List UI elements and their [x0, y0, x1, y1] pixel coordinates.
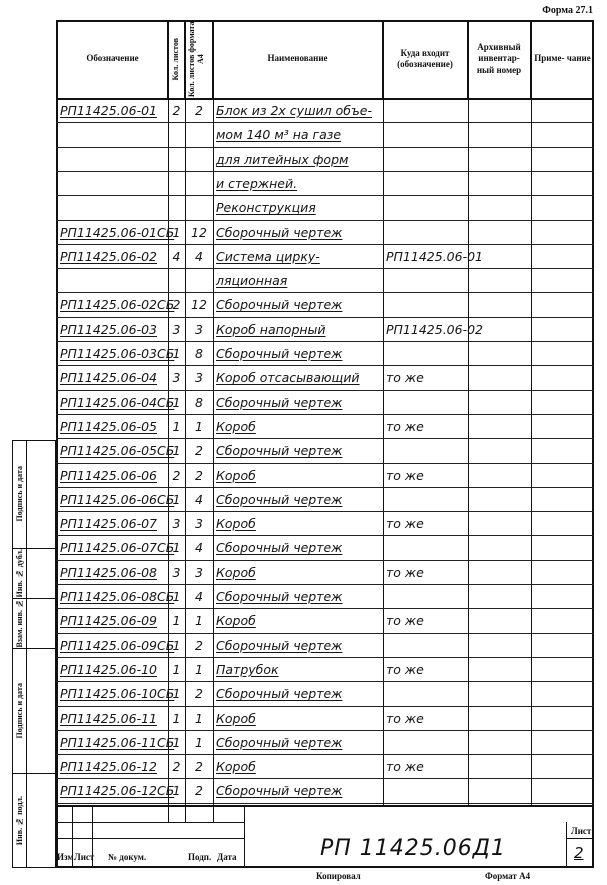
table-cell-a4: 1 — [195, 613, 203, 629]
header-sheets-a4: Кол. листов формата А4 — [185, 20, 213, 98]
table-row-line — [56, 438, 594, 439]
table-cell-name: Короб — [216, 759, 256, 775]
side-label-inv-podl: Инв. № подл. — [14, 795, 24, 846]
title-podp-label: Подп. — [188, 852, 212, 862]
table-cell-designation: РП11425.06-07 — [60, 516, 157, 532]
table-cell-designation: РП11425.06-05 — [60, 418, 157, 434]
col-line — [383, 20, 384, 805]
table-row-line — [56, 317, 594, 318]
table-cell-name: Сборочный чертеж — [216, 346, 343, 361]
table-cell-a4: 2 — [195, 103, 203, 118]
table-cell-designation: РП11425.06-06СБ — [60, 491, 175, 507]
table-row-line — [56, 803, 594, 804]
title-data-label: Дата — [217, 852, 237, 862]
title-block-line — [56, 838, 244, 839]
table-cell-sheets: 1 — [172, 224, 181, 240]
table-cell-designation: РП11425.06-07СБ — [60, 540, 175, 556]
table-cell-name: Сборочный чертеж — [216, 589, 343, 604]
table-cell-sheets: 2 — [172, 103, 181, 118]
table-cell-sheets: 1 — [172, 734, 181, 750]
table-cell-sheets: 1 — [172, 637, 181, 653]
sheet-value: 2 — [574, 844, 584, 862]
table-cell-where: то же — [386, 516, 424, 532]
table-cell-sheets: 1 — [172, 686, 181, 702]
table-cell-where: то же — [386, 613, 424, 629]
table-cell-sheets: 1 — [172, 491, 181, 507]
table-row-line — [56, 584, 594, 585]
table-cell-a4: 12 — [191, 224, 207, 240]
side-label-podpis-1: Подпись и дата — [14, 466, 24, 522]
col-line — [213, 20, 214, 822]
title-izm-label: Изм — [57, 852, 74, 862]
table-cell-a4: 3 — [195, 321, 203, 337]
table-cell-designation: РП11425.06-10СБ — [60, 686, 175, 702]
table-row-line — [56, 365, 594, 366]
table-cell-name: Блок из 2х сушил объе- — [216, 103, 372, 118]
side-label-vzam: Взам. инв. № — [14, 598, 24, 648]
table-cell-a4: 2 — [195, 637, 203, 653]
title-block-top — [56, 805, 594, 807]
table-cell-a4: 2 — [195, 759, 203, 775]
table-row-line — [56, 560, 594, 561]
table-cell-designation: РП11425.06-11 — [60, 710, 157, 726]
table-cell-designation: РП11425.06-08 — [60, 564, 157, 580]
table-row-line — [56, 390, 594, 391]
table-row-line — [56, 778, 594, 779]
title-docno-label: № докум. — [108, 852, 147, 862]
header-divider — [56, 98, 594, 100]
table-cell-where: то же — [386, 418, 424, 434]
table-row-line — [56, 633, 594, 634]
table-cell-name: Сборочный чертеж — [216, 783, 343, 799]
table-cell-designation: РП11425.06-06 — [60, 467, 157, 483]
table-cell-name: Короб — [216, 613, 256, 629]
table-row-line — [56, 220, 594, 221]
table-row-line — [56, 414, 594, 415]
table-cell-where: то же — [386, 710, 424, 726]
table-row-line — [56, 268, 594, 269]
table-cell-sheets: 3 — [172, 516, 181, 532]
table-row-line — [56, 706, 594, 707]
table-cell-where: то же — [386, 661, 424, 677]
col-line — [531, 20, 532, 805]
table-cell-sheets: 3 — [172, 370, 181, 386]
table-cell-sheets: 1 — [172, 613, 181, 629]
table-cell-a4: 3 — [195, 564, 203, 580]
table-cell-name: Короб — [216, 564, 256, 580]
table-cell-name: Сборочный чертеж — [216, 297, 343, 313]
table-row-line — [56, 511, 594, 512]
table-cell-designation: РП11425.06-11СБ — [60, 734, 175, 750]
header-name: Наименование — [213, 20, 383, 98]
table-cell-a4: 1 — [195, 734, 203, 750]
table-cell-a4: 2 — [195, 686, 203, 702]
table-row-line — [56, 195, 594, 196]
footer-copied: Копировал — [316, 871, 361, 881]
table-cell-name: Система цирку- — [216, 248, 320, 264]
table-cell-name: Сборочный чертеж — [216, 686, 343, 702]
table-row-line — [56, 122, 594, 123]
table-row-line — [56, 681, 594, 682]
table-cell-name: Сборочный чертеж — [216, 734, 343, 750]
header-designation: Обозначение — [58, 20, 168, 98]
table-cell-designation: РП11425.06-08СБ — [60, 589, 175, 604]
table-cell-designation: РП11425.06-05СБ — [60, 443, 175, 459]
title-block-line — [56, 822, 244, 823]
table-cell-a4: 1 — [195, 710, 203, 726]
side-label-inv-dubl: Инв. № дубл. — [14, 548, 24, 598]
table-cell-name: для литейных форм — [216, 151, 349, 167]
table-cell-sheets: 1 — [172, 418, 181, 434]
table-cell-name: Короб напорный — [216, 321, 326, 337]
table-cell-a4: 4 — [195, 491, 203, 507]
table-cell-sheets: 1 — [172, 661, 181, 677]
form-label: Форма 27.1 — [542, 5, 593, 16]
footer-format: Формат А4 — [485, 871, 531, 881]
title-list-label: Лист — [74, 852, 95, 862]
table-row-line — [56, 463, 594, 464]
table-cell-designation: РП11425.06-10 — [60, 661, 157, 677]
side-divider — [26, 440, 27, 868]
table-cell-sheets: 1 — [172, 589, 181, 604]
table-cell-sheets: 3 — [172, 321, 181, 337]
table-cell-sheets: 1 — [172, 443, 181, 459]
table-cell-a4: 4 — [195, 540, 203, 556]
table-cell-where: то же — [386, 564, 424, 580]
table-cell-sheets: 2 — [172, 759, 181, 775]
table-cell-name: Патрубок — [216, 661, 279, 677]
table-row-line — [56, 244, 594, 245]
table-cell-a4: 2 — [195, 783, 203, 799]
table-row-line — [56, 608, 594, 609]
table-cell-name: Сборочный чертеж — [216, 224, 343, 240]
table-cell-where: то же — [386, 467, 424, 483]
table-cell-name: Сборочный чертеж — [216, 491, 343, 507]
table-row-line — [56, 341, 594, 342]
table-row-line — [56, 657, 594, 658]
table-cell-where: то же — [386, 759, 424, 775]
document-code: РП 11425.06Д1 — [320, 836, 506, 861]
table-cell-designation: РП11425.06-09СБ — [60, 637, 175, 653]
title-col-line — [244, 805, 245, 868]
table-row-line — [56, 730, 594, 731]
table-cell-a4: 8 — [195, 394, 203, 410]
table-cell-a4: 3 — [195, 516, 203, 532]
table-row-line — [56, 487, 594, 488]
table-cell-name: мом 140 м³ на газе — [216, 127, 342, 143]
sheet-label: Лист — [571, 826, 592, 836]
table-cell-designation: РП11425.06-12СБ — [60, 783, 175, 799]
table-cell-sheets: 2 — [172, 297, 181, 313]
table-cell-sheets: 4 — [172, 248, 181, 264]
table-cell-designation: РП11425.06-02 — [60, 248, 157, 264]
table-cell-a4: 2 — [195, 443, 203, 459]
table-cell-sheets: 2 — [172, 467, 181, 483]
table-cell-where: то же — [386, 370, 424, 386]
side-label-podpis-2: Подпись и дата — [14, 682, 24, 739]
table-cell-a4: 3 — [195, 370, 203, 386]
table-cell-name: Короб — [216, 710, 256, 726]
table-cell-designation: РП11425.06-01СБ — [60, 224, 175, 240]
table-cell-name: Сборочный чертеж — [216, 443, 343, 459]
title-block-line — [566, 838, 594, 839]
table-cell-a4: 12 — [191, 297, 207, 313]
table-row-line — [56, 292, 594, 293]
title-col-line — [566, 822, 567, 868]
table-cell-designation: РП11425.06-09 — [60, 613, 157, 629]
table-cell-designation: РП11425.06-04СБ — [60, 394, 175, 410]
table-cell-name: Короб — [216, 418, 256, 434]
header-sheets-count: Кол. листов — [168, 20, 185, 98]
table-cell-name: Короб — [216, 467, 256, 483]
table-row-line — [56, 754, 594, 755]
table-cell-designation: РП11425.06-03СБ — [60, 346, 175, 361]
table-cell-sheets: 1 — [172, 783, 181, 799]
table-row-line — [56, 535, 594, 536]
table-cell-a4: 1 — [195, 418, 203, 434]
table-cell-sheets: 3 — [172, 564, 181, 580]
table-row-line — [56, 147, 594, 148]
table-cell-designation: РП11425.06-01 — [60, 103, 157, 118]
table-cell-name: Сборочный чертеж — [216, 637, 343, 653]
table-cell-name: Реконструкция — [216, 200, 316, 216]
col-line — [468, 20, 469, 805]
table-cell-sheets: 1 — [172, 540, 181, 556]
header-where-used: Куда входит (обозначение) — [383, 20, 468, 98]
table-cell-designation: РП11425.06-02СБ — [60, 297, 175, 313]
table-cell-a4: 1 — [195, 661, 203, 677]
table-cell-a4: 4 — [195, 248, 203, 264]
table-cell-name: Короб — [216, 516, 256, 532]
table-cell-sheets: 1 — [172, 710, 181, 726]
table-row-line — [56, 171, 594, 172]
table-cell-where: РП11425.06-01 — [386, 248, 483, 264]
table-cell-name: ляционная — [216, 273, 288, 289]
table-cell-name: Сборочный чертеж — [216, 540, 343, 556]
table-cell-designation: РП11425.06-12 — [60, 759, 157, 775]
table-cell-name: Короб отсасывающий — [216, 370, 360, 386]
header-archive-number: Архивный инвентар- ный номер — [468, 20, 531, 98]
table-cell-designation: РП11425.06-04 — [60, 370, 157, 386]
table-cell-designation: РП11425.06-03 — [60, 321, 157, 337]
table-cell-name: и стержней. — [216, 175, 298, 191]
table-cell-a4: 2 — [195, 467, 203, 483]
table-cell-sheets: 1 — [172, 394, 181, 410]
table-cell-where: РП11425.06-02 — [386, 321, 483, 337]
table-cell-name: Сборочный чертеж — [216, 394, 343, 410]
header-note: Приме- чание — [534, 53, 591, 64]
table-cell-a4: 8 — [195, 346, 203, 361]
table-cell-a4: 4 — [195, 589, 203, 604]
table-cell-sheets: 1 — [172, 346, 181, 361]
